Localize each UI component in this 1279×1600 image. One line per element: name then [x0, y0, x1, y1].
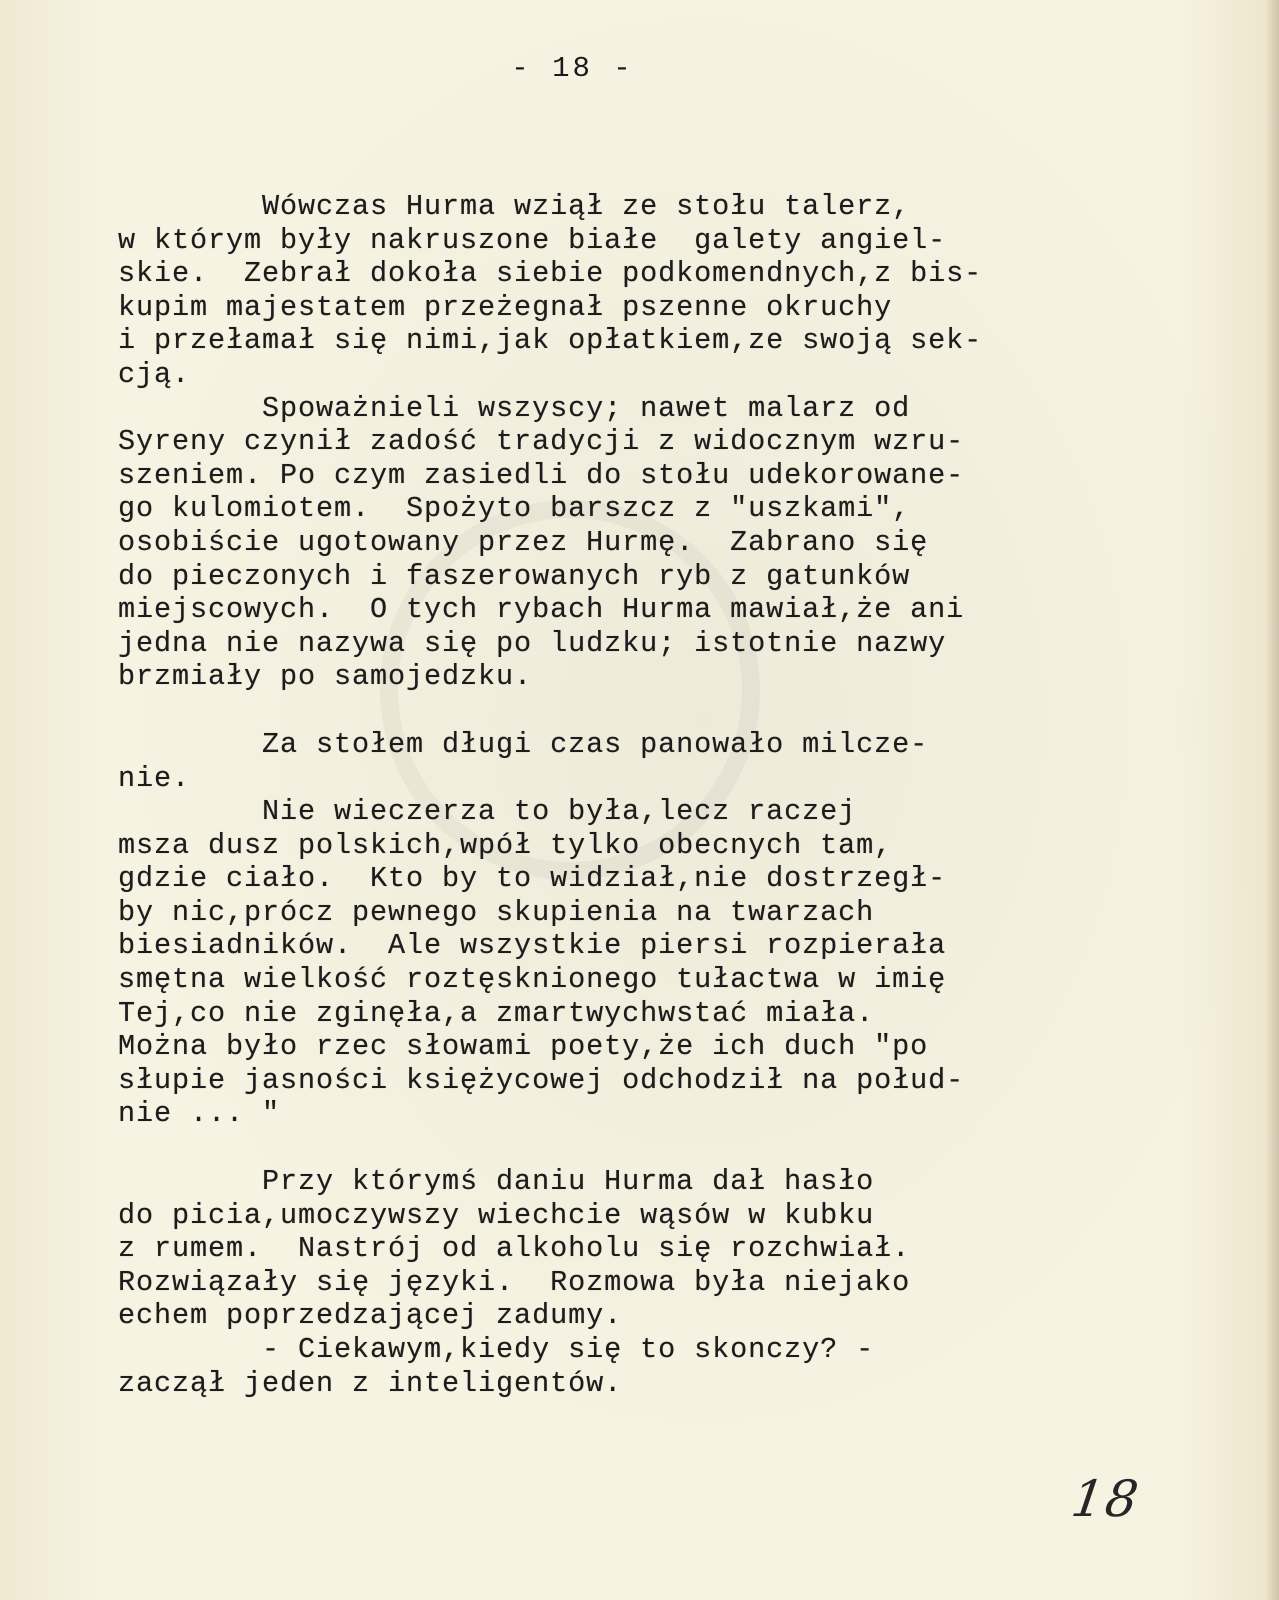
paragraph [118, 190, 1118, 392]
text-line: biesiadników. Ale wszystkie piersi rozpierała [118, 929, 947, 963]
text-line: gdzie ciało. Kto by to widział,nie dostrzegł- [118, 862, 947, 896]
text-line: i przełamał się nimi,jak opłatkiem,ze swoją sek- [118, 324, 983, 358]
text-line: by nic,prócz pewnego skupienia na twarzach [118, 895, 875, 929]
text-line: Rozwiązały się języki. Rozmowa była niejako [118, 1265, 911, 1299]
text-line: Nie wieczerza to była,lecz raczej [118, 795, 857, 829]
paragraph [118, 392, 1118, 694]
text-line: miejscowych. O tych rybach Hurma mawiał,że ani [118, 593, 965, 627]
text-line: do picia,umoczywszy wiechcie wąsów w kubku [118, 1198, 875, 1232]
text-line: brzmiały po samojedzku. [118, 660, 533, 694]
text-line: skie. Zebrał dokoła siebie podkomendnych,z bis- [118, 257, 983, 291]
paragraph [118, 728, 1118, 795]
paragraph [118, 1165, 1118, 1333]
text-line: Tej,co nie zginęła,a zmartwychwstać miała. [118, 996, 875, 1030]
text-line: - Ciekawym,kiedy się to skonczy? - [118, 1333, 875, 1366]
text-line: do pieczonych i faszerowanych ryb z gatunków [118, 559, 911, 593]
text-line: cją. [118, 357, 191, 391]
text-line: z rumem. Nastrój od alkoholu się rozchwiał. [118, 1232, 911, 1266]
text-line: smętna wielkość roztęsknionego tułactwa w imię [118, 963, 947, 997]
paragraph-gap [118, 1131, 1118, 1165]
text-line: w którym były nakruszone białe galety angiel- [118, 223, 947, 257]
handwritten-page-number: 18 [1067, 1470, 1144, 1528]
text-line: Można było rzec słowami poety,że ich duch "po [118, 1030, 929, 1064]
page-edge-shadow [1265, 0, 1279, 1600]
text-line: jedna nie nazywa się po ludzku; istotnie nazwy [118, 626, 947, 660]
text-line: go kulomiotem. Spożyto barszcz z "uszkami", [118, 492, 911, 526]
text-line: nie. [118, 761, 191, 795]
text-line: osobiście ugotowany przez Hurmę. Zabrano się [118, 525, 929, 559]
paragraph [118, 1333, 1118, 1400]
page-number-header: - 18 - [511, 52, 634, 85]
text-line: nie ... " [118, 1097, 281, 1131]
text-line: Wówczas Hurma wziął ze stołu talerz, [118, 190, 911, 223]
paragraph-gap [118, 694, 1118, 728]
text-line: słupie jasności księżycowej odchodził na połud- [118, 1063, 965, 1097]
text-line: Spoważnieli wszyscy; nawet malarz od [118, 391, 911, 425]
text-line: Przy którymś daniu Hurma dał hasło [118, 1165, 875, 1199]
text-line: msza dusz polskich,wpół tylko obecnych tam, [118, 828, 893, 862]
paragraph [118, 795, 1118, 1131]
text-line: Za stołem długi czas panowało milcze- [118, 727, 929, 761]
text-line: kupim majestatem przeżegnał pszenne okruchy [118, 290, 893, 324]
text-line: Syreny czynił zadość tradycji z widocznym wzru- [118, 425, 965, 459]
body-text [118, 190, 1118, 1400]
text-line: echem poprzedzającej zadumy. [118, 1299, 623, 1333]
text-line: zaczął jeden z inteligentów. [118, 1366, 623, 1400]
text-line: szeniem. Po czym zasiedli do stołu udekorowane- [118, 458, 965, 492]
